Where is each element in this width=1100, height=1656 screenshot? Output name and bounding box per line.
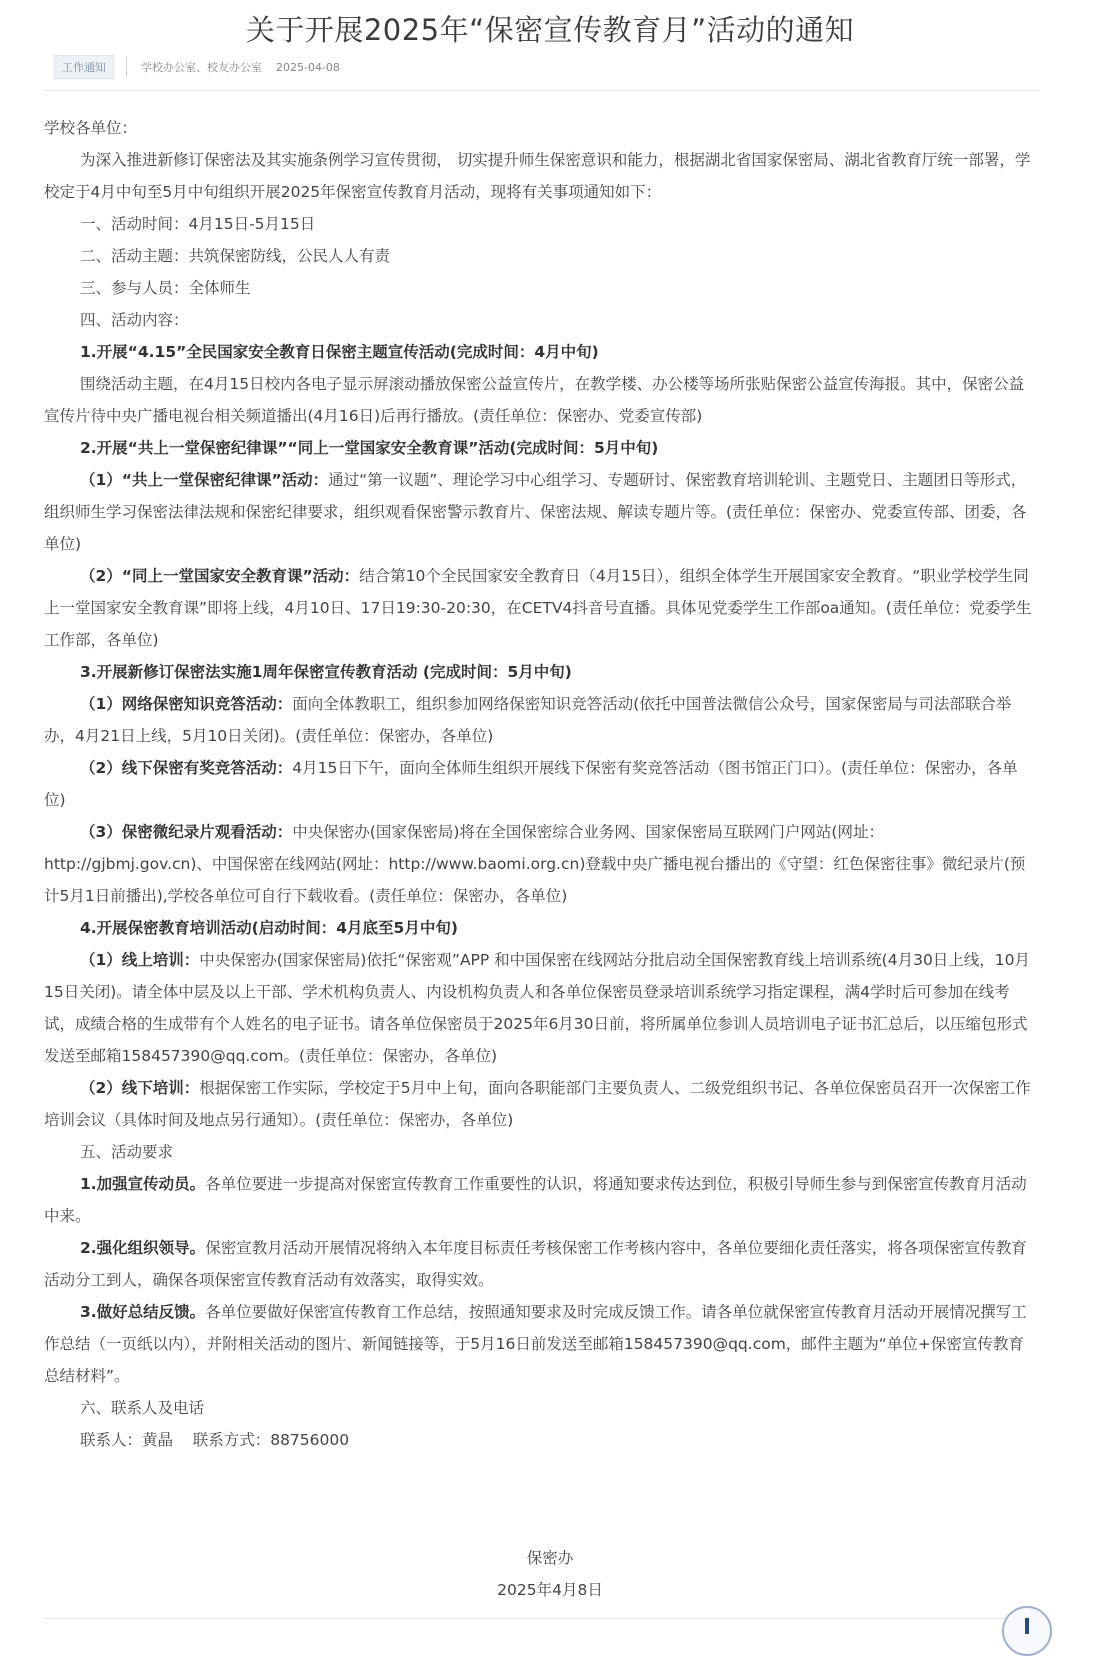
content-3b-head: （2）线下保密有奖竞答活动： <box>80 759 293 777</box>
content-3b-text: 4月15日下午，面向全体师生组织开展线下保密有奖竞答活动（图书馆正门口）。(责任单位：保密办，各单位) <box>44 759 1018 809</box>
section-2-head: 二、活动主题： <box>80 247 189 265</box>
content-2b-head: （2）“同上一堂国家安全教育课”活动： <box>80 567 360 585</box>
content-4b-head: （2）线下培训： <box>80 1079 200 1097</box>
requirement-3-text: 各单位要做好保密宣传教育工作总结，按照通知要求及时完成反馈工作。请各单位就保密宣传教育月活动开展情况撰写工作总结（一页纸以内），并附相关活动的图片、新闻链接等，于5月16日前发送至邮箱158457390@qq.com，邮件主题为“单位+保密宣传教育总结材料”。 <box>44 1303 1027 1385</box>
requirement-2 <box>44 1232 1036 1296</box>
section-1: 一、活动时间：4月15日-5月15日 <box>80 215 316 233</box>
section-4: 四、活动内容： <box>80 311 189 329</box>
content-4a <box>44 944 1036 1072</box>
content-2a-text: 通过“第一议题”、理论学习中心组学习、专题研讨、保密教育培训轮训、主题党日、主题团日等形式，组织师生学习保密法律法规和保密纪律要求，组织观看保密警示教育片、保密法规、解读专题片等。(责任单位：保密办、党委宣传部、团委，各单位) <box>44 471 1027 553</box>
content-4a-text: 中央保密办(国家保密局)依托“保密观”APP 和中国保密在线网站分批启动全国保密教育线上培训系统(4月30日上线，10月15日关闭)。请全体中层及以上干部、学术机构负责人、内设机构负责人和各单位保密员登录培训系统学习指定课程，满4学时后可参加在线考试，成绩合格的生成带有个人姓名的电子证书。请各单位保密员于2025年6月30日前，将所属单位参训人员培训电子证书汇总后，以压缩包形式发送至邮箱158457390@qq.com。(责任单位：保密办，各单位) <box>44 951 1031 1065</box>
section-2 <box>44 240 1036 272</box>
article-body <box>44 112 1036 1456</box>
content-3b <box>44 752 1036 816</box>
content-2-title: 2.开展“共上一堂保密纪律课”“同上一堂国家安全教育课”活动(完成时间：5月中旬) <box>80 439 659 457</box>
requirement-2-text: 保密宣教月活动开展情况将纳入本年度目标责任考核保密工作考核内容中，各单位要细化责任落实，将各项保密宣传教育活动分工到人，确保各项保密宣传教育活动有效落实，取得实效。 <box>44 1239 1027 1289</box>
requirement-1-text: 各单位要进一步提高对保密宣传教育工作重要性的认识，将通知要求传达到位，积极引导师生参与到保密宣传教育月活动中来。 <box>44 1175 1027 1225</box>
content-1-title: 1.开展“4.15”全民国家安全教育日保密主题宣传活动(完成时间：4月中旬) <box>80 343 599 361</box>
footer-divider <box>44 1618 1038 1619</box>
section-2-text: 共筑保密防线，公民人人有责 <box>188 247 391 265</box>
header-divider <box>44 90 1038 91</box>
category-tag[interactable]: 工作通知 <box>54 55 114 79</box>
contact-line: 联系人：黄晶 联系方式：88756000 <box>80 1431 350 1449</box>
page-title: 关于开展2025年“保密宣传教育月”活动的通知 <box>245 13 855 47</box>
content-3-title: 3.开展新修订保密法实施1周年保密宣传教育活动 (完成时间：5月中旬) <box>80 663 572 681</box>
content-3c <box>44 816 1036 912</box>
meta-bar <box>54 55 340 79</box>
requirement-1 <box>44 1168 1036 1232</box>
signature-org: 保密办 <box>526 1549 574 1567</box>
content-4a-head: （1）线上培训： <box>80 951 200 969</box>
back-to-top-icon[interactable] <box>1002 1606 1052 1656</box>
requirement-1-head: 1.加强宣传动员。 <box>80 1175 206 1193</box>
section-5: 五、活动要求 <box>80 1143 174 1161</box>
content-4b <box>44 1072 1036 1136</box>
content-3a <box>44 688 1036 752</box>
section-3-head: 三、参与人员： <box>80 279 189 297</box>
section-3 <box>44 272 1036 304</box>
content-2a-head: （1）“共上一堂保密纪律课”活动： <box>80 471 329 489</box>
publisher-units: 学校办公室、校友办公室 <box>141 61 262 74</box>
requirement-3-head: 3.做好总结反馈。 <box>80 1303 206 1321</box>
section-3-text: 全体师生 <box>188 279 251 297</box>
content-2b <box>44 560 1036 656</box>
content-3a-head: （1）网络保密知识竞答活动： <box>80 695 293 713</box>
intro-paragraph: 为深入推进新修订保密法及其实施条例学习宣传贯彻， 切实提升师生保密意识和能力，根据湖北省国家保密局、湖北省教育厅统一部署，学校定于4月中旬至5月中旬组织开展2025年保密宣传教育月活动，现将有关事项通知如下： <box>44 151 1031 201</box>
meta-divider <box>126 57 127 77</box>
content-3c-head: （3）保密微纪录片观看活动： <box>80 823 293 841</box>
greeting: 学校各单位： <box>44 119 138 137</box>
content-3c-text: 中央保密办(国家保密局)将在全国保密综合业务网、国家保密局互联网门户网站(网址：http://gjbmj.gov.cn)、中国保密在线网站(网址：http://www.baomi.org.cn)登载中央广播电视台播出的《守望：红色保密往事》微纪录片(预计5月1日前播出),学校各单位可自行下载收看。(责任单位：保密办，各单位) <box>44 823 1026 905</box>
content-4b-text: 根据保密工作实际，学校定于5月中上旬，面向各职能部门主要负责人、二级党组织书记、各单位保密员召开一次保密工作培训会议（具体时间及地点另行通知）。(责任单位：保密办，各单位) <box>44 1079 1031 1129</box>
content-1-text: 围绕活动主题，在4月15日校内各电子显示屏滚动播放保密公益宣传片，在教学楼、办公楼等场所张贴保密公益宣传海报。其中，保密公益宣传片待中央广播电视台相关频道播出(4月16日)后再行播放。(责任单位：保密办、党委宣传部) <box>44 375 1025 425</box>
content-2b-text: 结合第10个全民国家安全教育日（4月15日），组织全体学生开展国家安全教育。“职业学校学生同上一堂国家安全教育课”即将上线，4月10日、17日19:30-20:30，在CETV4抖音号直播。具体见党委学生工作部oa通知。(责任单位：党委学生工作部，各单位) <box>44 567 1032 649</box>
content-2a <box>44 464 1036 560</box>
section-6: 六、联系人及电话 <box>80 1399 205 1417</box>
content-3a-text: 面向全体教职工，组织参加网络保密知识竞答活动(依托中国普法微信公众号，国家保密局与司法部联合举办，4月21日上线，5月10日关闭)。(责任单位：保密办，各单位) <box>44 695 1012 745</box>
requirement-2-head: 2.强化组织领导。 <box>80 1239 206 1257</box>
content-4-title: 4.开展保密教育培训活动(启动时间：4月底至5月中旬) <box>80 919 458 937</box>
signature-date: 2025年4月8日 <box>497 1581 603 1599</box>
publish-date: 2025-04-08 <box>276 60 340 74</box>
requirement-3 <box>44 1296 1036 1392</box>
